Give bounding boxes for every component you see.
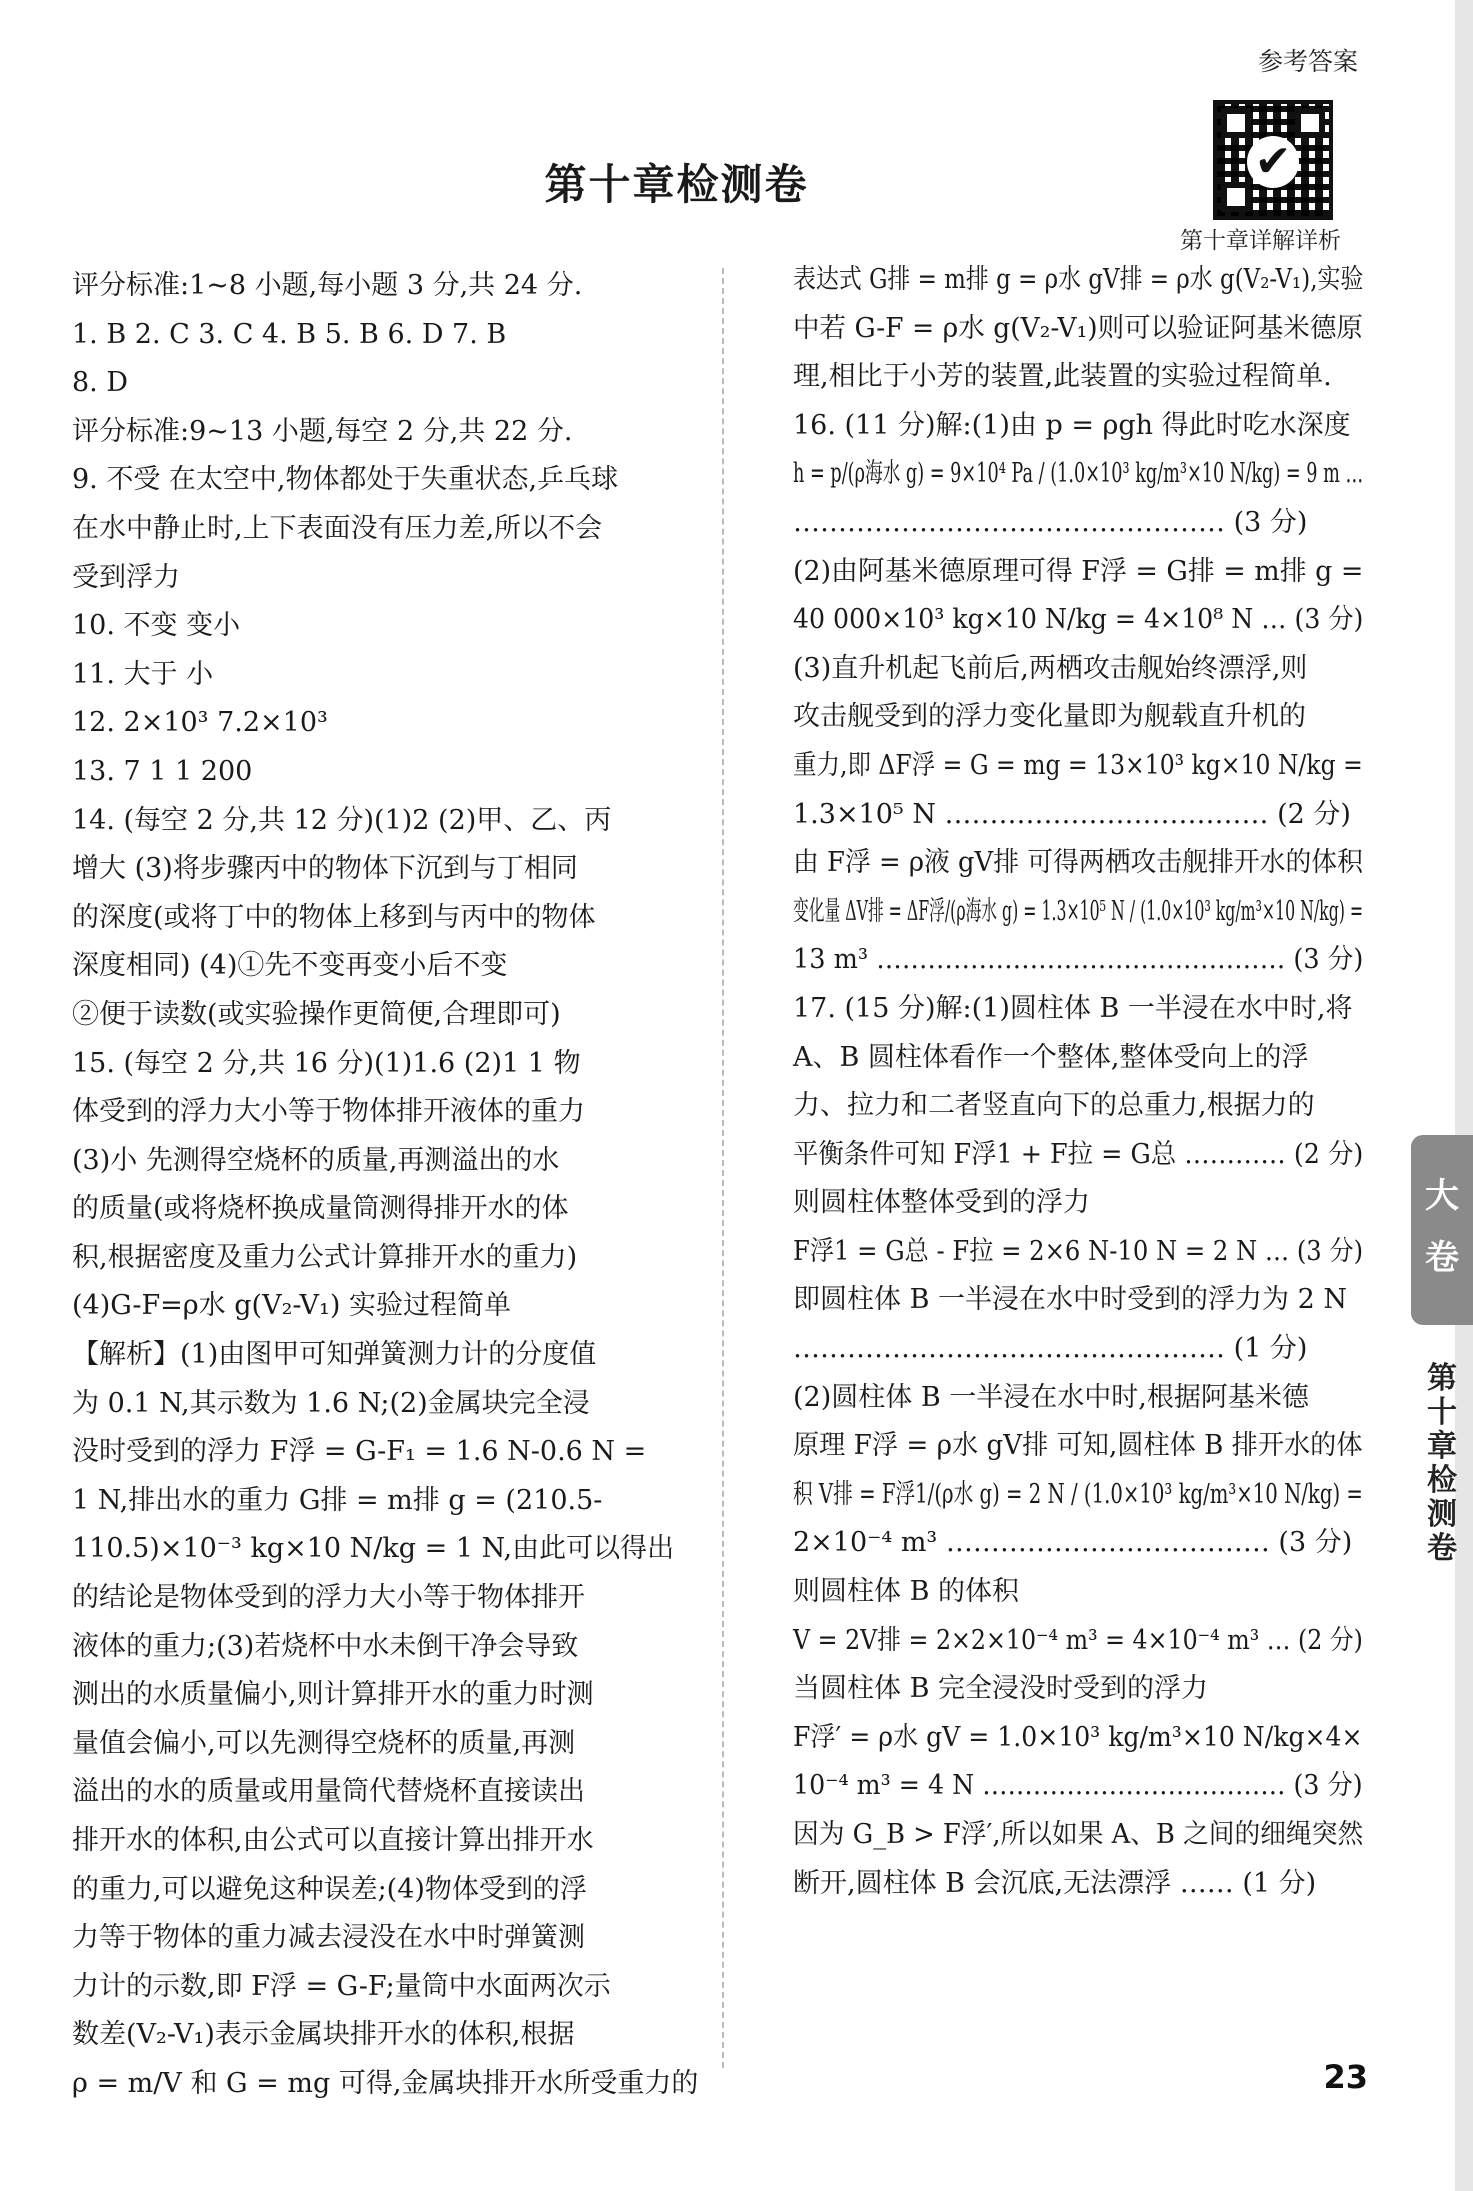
text-line: 12. 2×10³ 7.2×10³ (72, 707, 328, 739)
text-line: 11. 大于 小 (72, 658, 214, 690)
text-line: 没时受到的浮力 F浮 = G-F₁ = 1.6 N-0.6 N = (72, 1436, 647, 1468)
text-line: 由 F浮 = ρ液 gV排 可得两栖攻击舰排开水的体积 (793, 847, 1363, 879)
side-tab: 大 卷 (1411, 1135, 1473, 1325)
text-line: 为 0.1 N,其示数为 1.6 N;(2)金属块完全浸 (72, 1387, 590, 1419)
text-line: 8. D (72, 367, 128, 399)
text-line: 当圆柱体 B 完全浸没时受到的浮力 (793, 1673, 1209, 1705)
text-line: 受到浮力 (72, 561, 180, 593)
text-line: 排开水的体积,由公式可以直接计算出排开水 (72, 1825, 594, 1856)
text-line: 积 V排 = F浮1/(ρ水 g) = 2 N / (1.0×10³ kg/m³×10 N/kg) = (793, 1478, 1363, 1510)
header-label: 参考答案 (1257, 47, 1358, 76)
text-line: 13 m³ ………………………………………… (3 分) (793, 944, 1364, 976)
text-line: 10. 不变 变小 (72, 610, 241, 642)
text-line: 积,根据密度及重力公式计算排开水的重力) (72, 1241, 578, 1273)
check-icon: ✔ (1247, 136, 1299, 188)
text-line: (4)G-F=ρ水 g(V₂-V₁) 实验过程简单 (72, 1290, 511, 1322)
text-line: 原理 F浮 = ρ水 gV排 可知,圆柱体 B 排开水的体 (793, 1430, 1363, 1462)
text-line: 数差(V₂-V₁)表示金属块排开水的体积,根据 (72, 2019, 575, 2051)
text-line: ………………………………………… (3 分) (793, 506, 1308, 538)
text-line: 深度相同) (4)①先不变再变小后不变 (72, 950, 508, 982)
text-line: 【解析】(1)由图甲可知弹簧测力计的分度值 (72, 1339, 597, 1371)
text-line: ρ = m/V 和 G = mg 可得,金属块排开水所受重力的 (72, 2067, 699, 2099)
column-divider (722, 268, 724, 2068)
text-line: (2)由阿基米德原理可得 F浮 = G排 = m排 g = (793, 555, 1364, 587)
text-line: 的质量(或将烧杯换成量筒测得排开水的体 (72, 1193, 569, 1225)
text-line: A、B 圆柱体看作一个整体,整体受向上的浮 (793, 1041, 1309, 1073)
page-number: 23 (1323, 2058, 1368, 2096)
text-line: V = 2V排 = 2×2×10⁻⁴ m³ = 4×10⁻⁴ m³ … (2 分) (793, 1624, 1363, 1656)
qr-finder-icon (1295, 108, 1325, 138)
text-line: 13. 7 1 1 200 (72, 755, 253, 787)
text-line: 14. (每空 2 分,共 12 分)(1)2 (2)甲、乙、丙 (72, 804, 612, 836)
text-line: 量值会偏小,可以先测得空烧杯的质量,再测 (72, 1727, 576, 1759)
text-line: 15. (每空 2 分,共 16 分)(1)1.6 (2)1 1 物 (72, 1047, 581, 1079)
text-line: 理,相比于小芳的装置,此装置的实验过程简单. (793, 361, 1332, 393)
text-line: 的深度(或将丁中的物体上移到与丙中的物体 (72, 901, 596, 933)
text-line: 10⁻⁴ m³ = 4 N ……………………………… (3 分) (793, 1770, 1363, 1802)
text-line: (3)直升机起飞前后,两栖攻击舰始终漂浮,则 (793, 652, 1308, 684)
text-line: 测出的水质量偏小,则计算排开水的重力时测 (72, 1679, 594, 1711)
text-line: h = p/(ρ海水 g) = 9×10⁴ Pa / (1.0×10³ kg/m³×10 N/kg) = 9 m … (793, 458, 1364, 490)
side-chapter-label: 第十章检测卷 (1427, 1361, 1457, 1566)
text-line: 即圆柱体 B 一半浸在水中时受到的浮力为 2 N (793, 1284, 1347, 1316)
text-line: 1.3×10⁵ N ……………………………… (2 分) (793, 798, 1351, 830)
text-line: 1. B 2. C 3. C 4. B 5. B 6. D 7. B (72, 318, 507, 350)
text-line: 评分标准:9~13 小题,每空 2 分,共 22 分. (72, 415, 573, 447)
left-column (72, 262, 712, 2109)
text-line: 的重力,可以避免这种误差;(4)物体受到的浮 (72, 1873, 587, 1905)
text-line: ………………………………………… (1 分) (793, 1333, 1308, 1365)
text-line: 2×10⁻⁴ m³ ……………………………… (3 分) (793, 1527, 1353, 1559)
page-title: 第十章检测卷 (544, 160, 809, 209)
text-line: 17. (15 分)解:(1)圆柱体 B 一半浸在水中时,将 (793, 992, 1353, 1024)
qr-finder-icon (1221, 108, 1251, 138)
right-column (793, 256, 1363, 1908)
text-line: 力计的示数,即 F浮 = G-F;量筒中水面两次示 (72, 1970, 611, 2002)
text-line: 断开,圆柱体 B 会沉底,无法漂浮 …… (1 分) (793, 1867, 1317, 1899)
text-line: (2)圆柱体 B 一半浸在水中时,根据阿基米德 (793, 1381, 1309, 1413)
text-line: 攻击舰受到的浮力变化量即为舰载直升机的 (793, 701, 1306, 733)
page-edge-band (1455, 0, 1473, 2191)
qr-caption: 第十章详解详析 (1180, 228, 1341, 254)
text-line: 增大 (3)将步骤丙中的物体下沉到与丁相同 (72, 853, 578, 885)
text-line: 因为 G_B > F浮′,所以如果 A、B 之间的细绳突然 (793, 1819, 1364, 1850)
text-line: 中若 G-F = ρ水 g(V₂-V₁)则可以验证阿基米德原 (793, 312, 1363, 344)
text-line: F浮′ = ρ水 gV = 1.0×10³ kg/m³×10 N/kg×4× (793, 1721, 1363, 1753)
text-line: 重力,即 ΔF浮 = G = mg = 13×10³ kg×10 N/kg = (793, 749, 1363, 781)
text-line: 溢出的水的质量或用量筒代替烧杯直接读出 (72, 1776, 585, 1808)
text-line: 则圆柱体 B 的体积 (793, 1576, 1020, 1608)
text-line: 变化量 ΔV排 = ΔF浮/(ρ海水 g) = 1.3×10⁵ N / (1.0×10³ kg/m³×10 N/kg) = (793, 895, 1364, 927)
text-line: ②便于读数(或实验操作更简便,合理即可) (72, 998, 561, 1030)
text-line: (3)小 先测得空烧杯的质量,再测溢出的水 (72, 1144, 560, 1176)
text-line: 1 N,排出水的重力 G排 = m排 g = (210.5- (72, 1484, 603, 1516)
text-line: 表达式 G排 = m排 g = ρ水 gV排 = ρ水 g(V₂-V₁),实验 (793, 264, 1364, 295)
text-line: 40 000×10³ kg×10 N/kg = 4×10⁸ N … (3 分) (793, 604, 1364, 636)
text-line: 液体的重力;(3)若烧杯中水未倒干净会导致 (72, 1630, 579, 1662)
text-line: 9. 不受 在太空中,物体都处于失重状态,乒乓球 (72, 464, 619, 496)
text-line: 则圆柱体整体受到的浮力 (793, 1187, 1090, 1219)
text-line: 评分标准:1~8 小题,每小题 3 分,共 24 分. (72, 270, 583, 301)
text-line: 的结论是物体受到的浮力大小等于物体排开 (72, 1582, 585, 1614)
text-line: F浮1 = G总 - F拉 = 2×6 N-10 N = 2 N … (3 分) (793, 1235, 1364, 1267)
text-line: 力等于物体的重力减去浸没在水中时弹簧测 (72, 1922, 585, 1954)
text-line: 力、拉力和二者竖直向下的总重力,根据力的 (793, 1090, 1315, 1122)
text-line: 平衡条件可知 F浮1 + F拉 = G总 ………… (2 分) (793, 1138, 1364, 1170)
text-line: 在水中静止时,上下表面没有压力差,所以不会 (72, 512, 603, 544)
text-line: 110.5)×10⁻³ kg×10 N/kg = 1 N,由此可以得出 (72, 1533, 675, 1565)
text-line: 16. (11 分)解:(1)由 p = ρgh 得此时吃水深度 (793, 409, 1351, 441)
text-line: 体受到的浮力大小等于物体排开液体的重力 (72, 1096, 585, 1128)
